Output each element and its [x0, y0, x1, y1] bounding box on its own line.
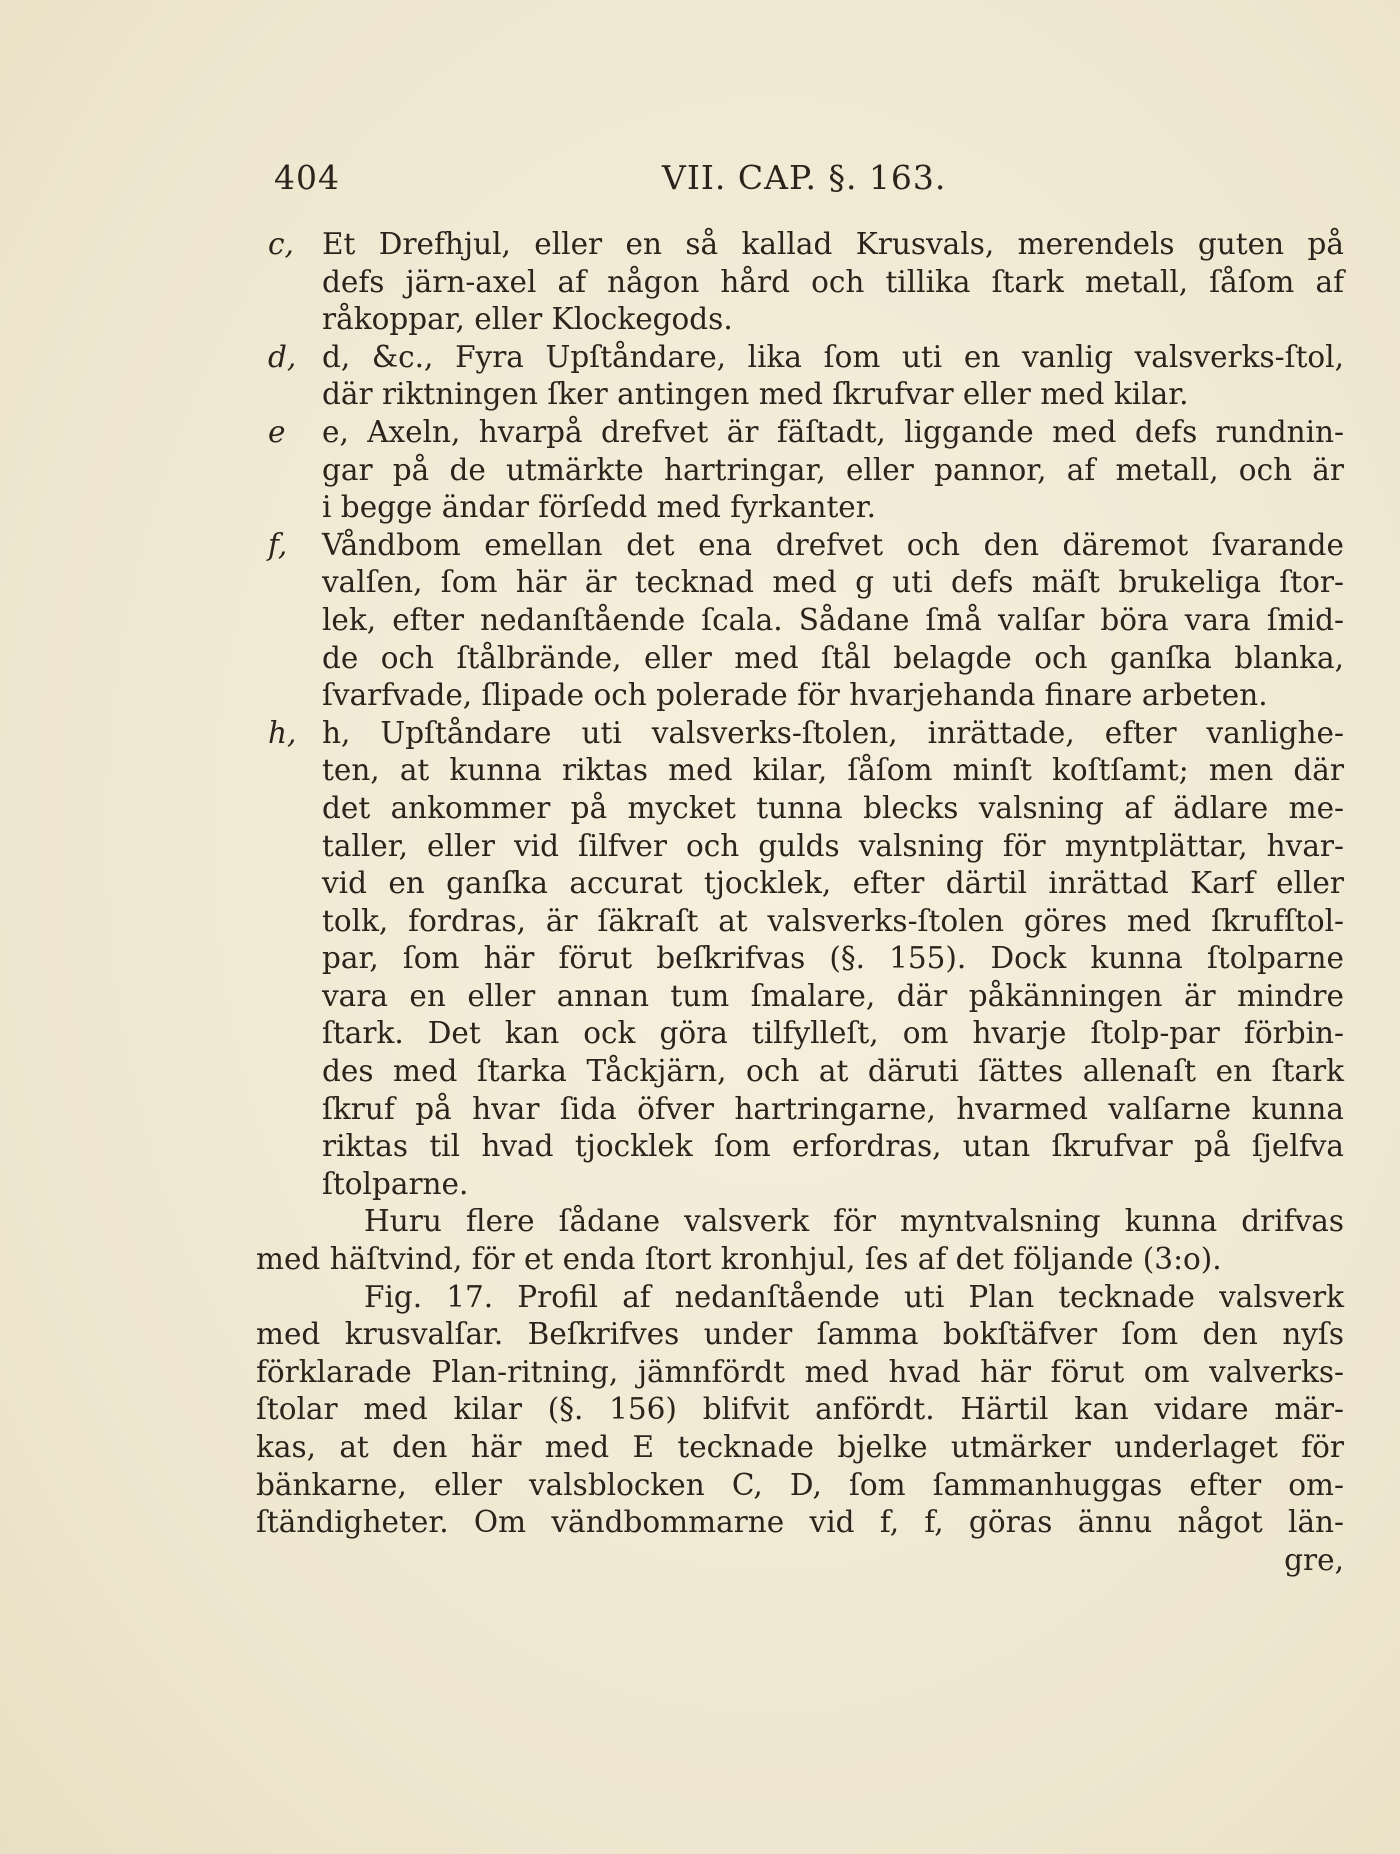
text-line: vara en eller annan tum ſmalare, där påkänningen är mindre — [322, 978, 1344, 1013]
text-line: riktas til hvad tjocklek ſom erfordras, utan ſkrufvar på ſjelfva — [322, 1129, 1344, 1164]
text-line: d, &c., Fyra Upſtåndare, lika ſom uti en vanlig valsverks-ſtol, — [322, 339, 1344, 374]
text-line: bänkarne, eller valsblocken C, D, ſom ſammanhuggas efter om- — [256, 1467, 1344, 1502]
entry-letter: f, — [268, 527, 288, 562]
text-line: Huru flere ſådane valsverk för myntvalsning kunna drifvas — [364, 1204, 1344, 1239]
entry-letter: d, — [268, 339, 297, 374]
entry-letter: e — [268, 414, 286, 449]
text-line: vid en ganſka accurat tjocklek, efter därtil inrättad Karf eller — [322, 866, 1344, 901]
running-head: VII. CAP. §. 163. — [662, 158, 947, 197]
catchword: gre, — [1284, 1542, 1344, 1577]
text-line: ſtolparne. — [322, 1166, 469, 1201]
text-line: i begge ändar förſedd med fyrkanter. — [322, 490, 876, 525]
text-line: ſkruf på hvar ſida öfver hartringarne, hvarmed valſarne kunna — [322, 1091, 1344, 1126]
page-number: 404 — [274, 158, 340, 197]
text-line: e, Axeln, hvarpå drefvet är fäſtadt, liggande med defs rundnin- — [322, 414, 1344, 449]
text-line: de och ſtålbrände, eller med ſtål belagde och ganſka blanka, — [322, 640, 1344, 675]
text-line: kas, at den här med E tecknade bjelke utmärker underlaget för — [256, 1430, 1344, 1464]
text-line: des med ſtarka Tåckjärn, och at däruti ſättes allenaſt en ſtark — [322, 1054, 1344, 1089]
text-line: råkoppar, eller Klockegods. — [322, 302, 733, 337]
paragraph-fig-17 — [256, 1279, 1344, 1542]
entry-e — [268, 414, 1344, 527]
text-line: taller, eller vid ſilfver och gulds valsning för myntplättar, hvar- — [322, 828, 1344, 863]
entry-c — [268, 226, 1344, 339]
paragraph-myntvalsning — [256, 1203, 1344, 1278]
page-header — [270, 158, 1140, 208]
text-line: där riktningen ſker antingen med ſkrufvar eller med kilar. — [322, 377, 1189, 412]
text-line: valſen, ſom här är tecknad med g uti defs mäſt brukeliga ſtor- — [322, 565, 1344, 600]
text-line: ſtark. Det kan ock göra tilfylleſt, om hvarje ſtolp-par förbin- — [322, 1016, 1344, 1051]
text-line: Våndbom emellan det ena drefvet och den däremot ſvarande — [322, 527, 1344, 562]
text-line: ten, at kunna riktas med kilar, ſåſom minſt koſtſamt; men där — [322, 753, 1344, 788]
text-line: Fig. 17. Profil af nedanſtående uti Plan tecknade valsverk — [364, 1279, 1344, 1314]
text-line: h, Upſtåndare uti valsverks-ſtolen, inrättade, efter vanlighe- — [322, 715, 1344, 750]
text-line: tolk, fordras, är ſäkraſt at valsverks-ſtolen göres med ſkrufſtol- — [322, 903, 1344, 938]
text-line: defs järn-axel af någon hård och tillika ſtark metall, ſåſom af — [322, 264, 1344, 299]
text-line: Et Drefhjul, eller en så kallad Krusvals, merendels guten på — [322, 227, 1344, 261]
text-line: par, ſom här förut beſkrifvas (§. 155). Dock kunna ſtolparne — [322, 941, 1344, 976]
text-line: gar på de utmärkte hartringar, eller pannor, af metall, och är — [322, 452, 1344, 487]
entry-f — [268, 527, 1344, 715]
entry-letter: c, — [268, 227, 294, 261]
text-line: ſvarfvade, ſlipade och polerade för hvarjehanda finare arbeten. — [322, 678, 1268, 713]
text-line: med krusvalſar. Beſkrifves under ſamma bokſtäfver ſom den nyſs — [256, 1317, 1344, 1352]
entry-h — [268, 715, 1344, 1204]
body-text — [256, 226, 1344, 1579]
text-line: ſtändigheter. Om vändbommarne vid f, f, göras ännu något län- — [256, 1505, 1344, 1540]
entry-letter: h, — [268, 715, 297, 750]
text-line: förklarade Plan-ritning, jämnfördt med hvad här förut om valverks- — [256, 1354, 1344, 1389]
text-line: ſtolar med kilar (§. 156) blifvit anfördt. Härtil kan vidare mär- — [256, 1392, 1344, 1427]
text-line: lek, efter nedanſtående ſcala. Sådane ſmå valſar böra vara ſmid- — [322, 602, 1344, 637]
entry-d — [268, 339, 1344, 414]
text-line: det ankommer på mycket tunna blecks valsning af ädlare me- — [322, 790, 1344, 825]
text-line: med häſtvind, för et enda ſtort kronhjul, ſes af det följande (3:o). — [256, 1242, 1222, 1277]
